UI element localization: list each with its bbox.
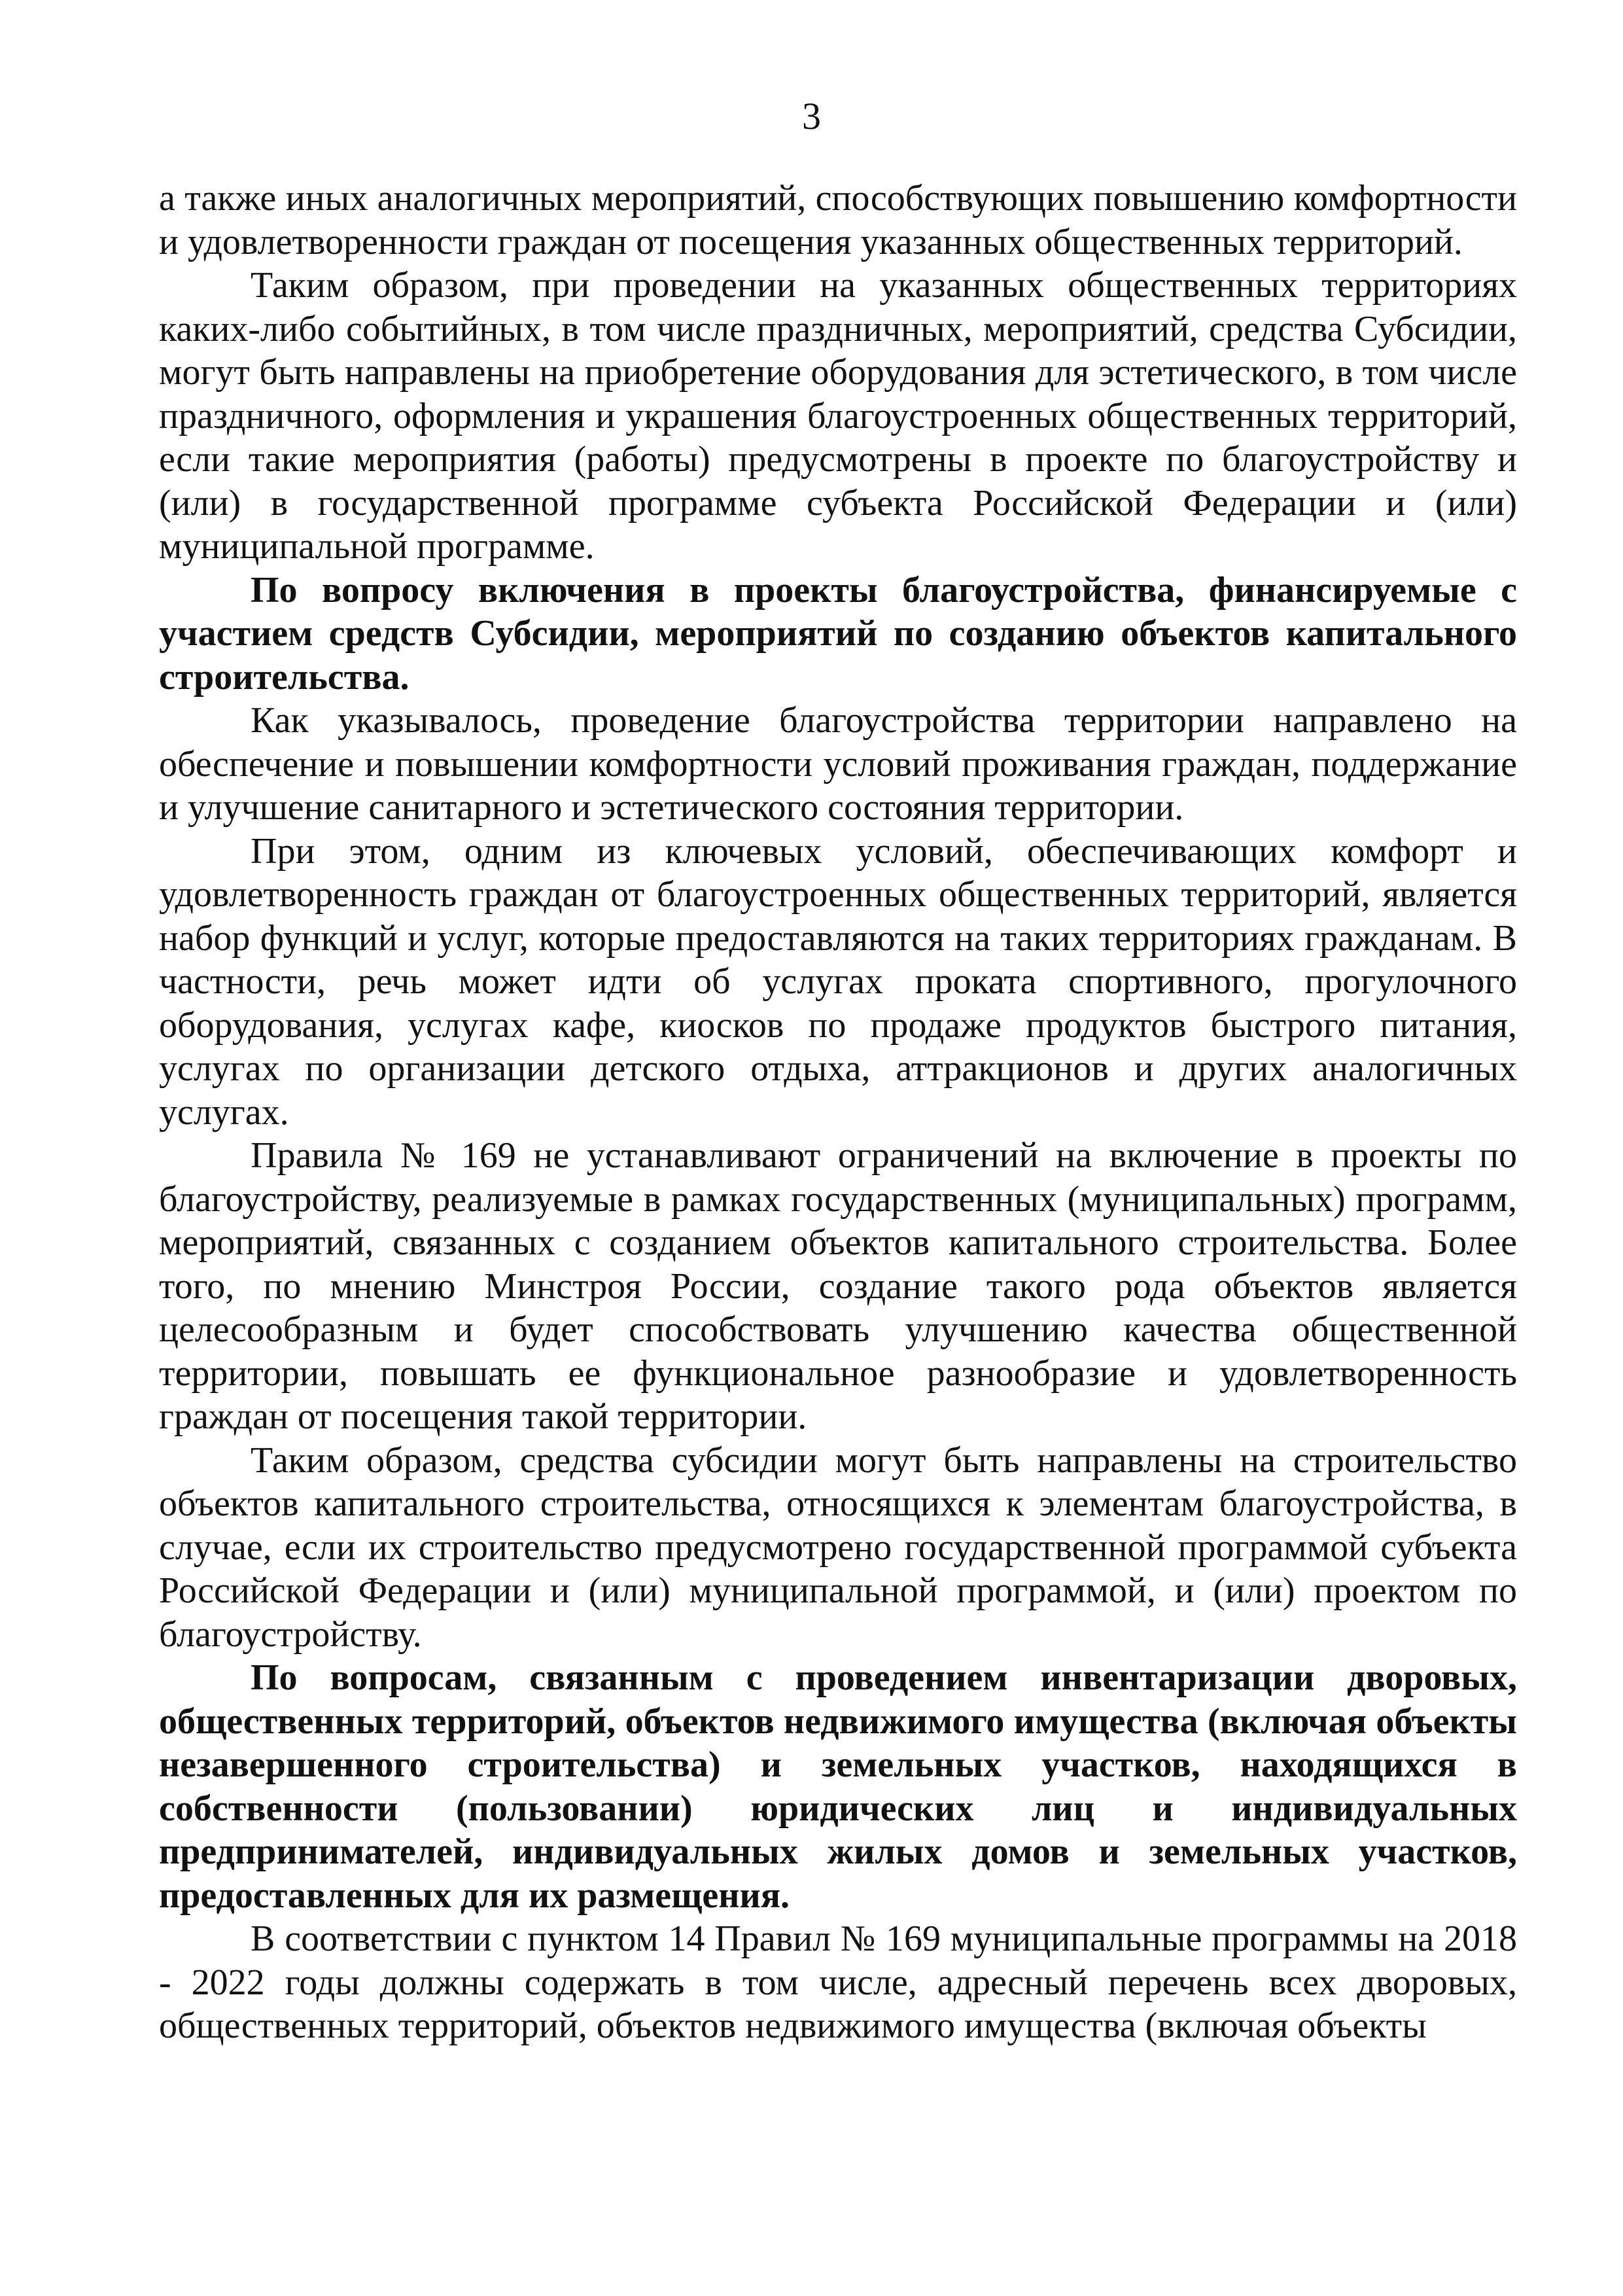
- paragraph-services: При этом, одним из ключевых условий, обеспечивающих комфорт и удовлетворенность граждан от благоустроенных общественных территорий, является набор функций и услуг, которые предоставляются на таких территориях гражданам. В частности, речь может идти об услугах проката спортивного, прогулочного оборудования, услугах кафе, киосков по продаже продуктов быстрого питания, услугах по организации детского отдыха, аттракционов и других аналогичных услугах.: [159, 830, 1517, 1133]
- paragraph-improvement-purpose: Как указывалось, проведение благоустройства территории направлено на обеспечение и повышении комфортности условий проживания граждан, поддержание и улучшение санитарного и эстетического состояния территории.: [159, 700, 1517, 828]
- document-body: [159, 177, 1517, 2048]
- section-heading-capital-construction: По вопросу включения в проекты благоустройства, финансируемые с участием средств Субсидии, мероприятий по созданию объектов капитального строительства.: [159, 569, 1517, 698]
- paragraph-rules-169: Правила № 169 не устанавливают ограничений на включение в проекты по благоустройству, реализуемые в рамках государственных (муниципальных) программ, мероприятий, связанных с созданием объектов капитального строительства. Более того, по мнению Минстроя России, создание такого рода объектов является целесообразным и будет способствовать улучшению качества общественной территории, повышать ее функциональное разнообразие и удовлетворенность граждан от посещения такой территории.: [159, 1135, 1517, 1437]
- paragraph-municipal-programs: В соответствии с пунктом 14 Правил № 169 муниципальные программы на 2018 - 2022 годы должны содержать в том числе, адресный перечень всех дворовых, общественных территорий, объектов недвижимого имущества (включая объекты: [159, 1918, 1517, 2046]
- page-number: 3: [802, 95, 821, 137]
- section-heading-inventory: По вопросам, связанным с проведением инвентаризации дворовых, общественных территорий, объектов недвижимого имущества (включая объекты незавершенного строительства) и земельных участков, находящихся в собственности (пользовании) юридических лиц и индивидуальных предпринимателей, индивидуальных жилых домов и земельных участков, предоставленных для их размещения.: [159, 1657, 1517, 1916]
- paragraph-subsidy-construction: Таким образом, средства субсидии могут быть направлены на строительство объектов капитального строительства, относящихся к элементам благоустройства, в случае, если их строительство предусмотрено государственной программой субъекта Российской Федерации и (или) муниципальной программой, и (или) проектом по благоустройству.: [159, 1439, 1517, 1655]
- paragraph-decoration-equipment: Таким образом, при проведении на указанных общественных территориях каких-либо событийных, в том числе праздничных, мероприятий, средства Субсидии, могут быть направлены на приобретение оборудования для эстетического, в том числе праздничного, оформления и украшения благоустроенных общественных территорий, если такие мероприятия (работы) предусмотрены в проекте по благоустройству и (или) в государственной программе субъекта Российской Федерации и (или) муниципальной программе.: [159, 265, 1517, 567]
- paragraph-continuation: а также иных аналогичных мероприятий, способствующих повышению комфортности и удовлетворенности граждан от посещения указанных общественных территорий.: [159, 178, 1517, 262]
